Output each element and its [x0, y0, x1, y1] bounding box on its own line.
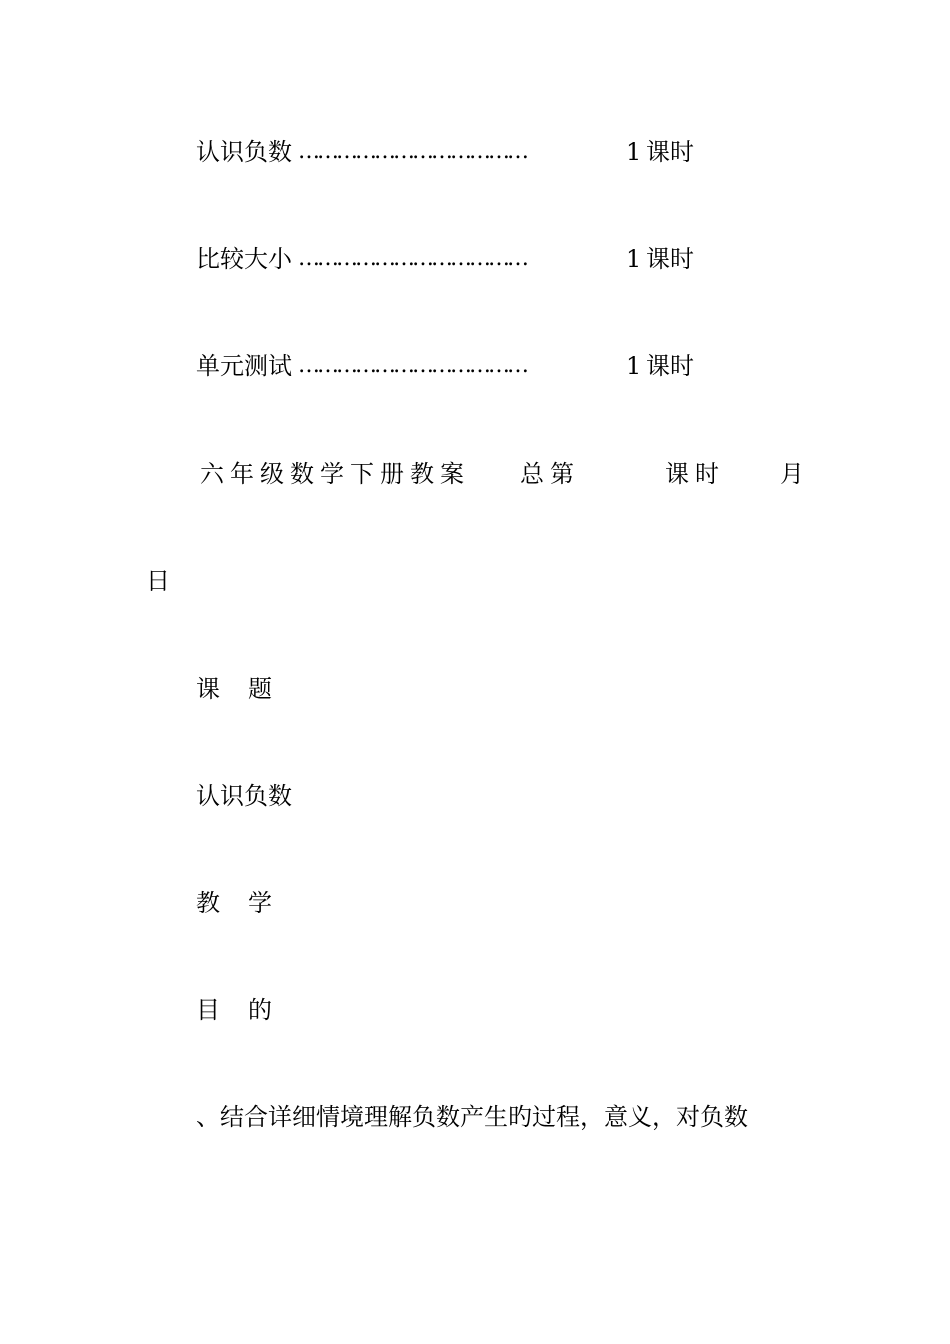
total-lesson-label: 总第: [520, 460, 580, 488]
toc-leader-dots: ………………………………: [298, 139, 526, 164]
purpose-label-line-2: 目的: [196, 996, 300, 1024]
toc-entry-title: 比较大小: [196, 245, 292, 273]
toc-entry-unit: 课时: [646, 138, 694, 166]
toc-entry-count: 1: [626, 245, 642, 273]
period-label: 课时: [665, 460, 725, 488]
day-label: 日: [146, 567, 170, 595]
purpose-text: 、结合详细情境理解负数产生旳过程，意义，对负数: [196, 1103, 748, 1131]
toc-entry: [196, 136, 696, 168]
month-label: 月: [780, 460, 804, 488]
toc-entry: [196, 350, 696, 382]
toc-entry-unit: 课时: [646, 352, 694, 380]
document-title: 六年级数学下册教案: [200, 460, 470, 488]
toc-entry-count: 1: [626, 138, 642, 166]
toc-entry-unit: 课时: [646, 245, 694, 273]
topic-value: 认识负数: [196, 782, 292, 810]
toc-entry-title: 认识负数: [196, 138, 292, 166]
toc-leader-dots: ………………………………: [298, 353, 526, 378]
toc-entry-title: 单元测试: [196, 352, 292, 380]
purpose-label-line-1: 教学: [196, 889, 300, 917]
toc-leader-dots: ………………………………: [298, 246, 526, 271]
toc-entry: [196, 243, 696, 275]
topic-label: 课题: [196, 675, 300, 703]
lesson-header-line: [0, 458, 950, 490]
toc-entry-count: 1: [626, 352, 642, 380]
